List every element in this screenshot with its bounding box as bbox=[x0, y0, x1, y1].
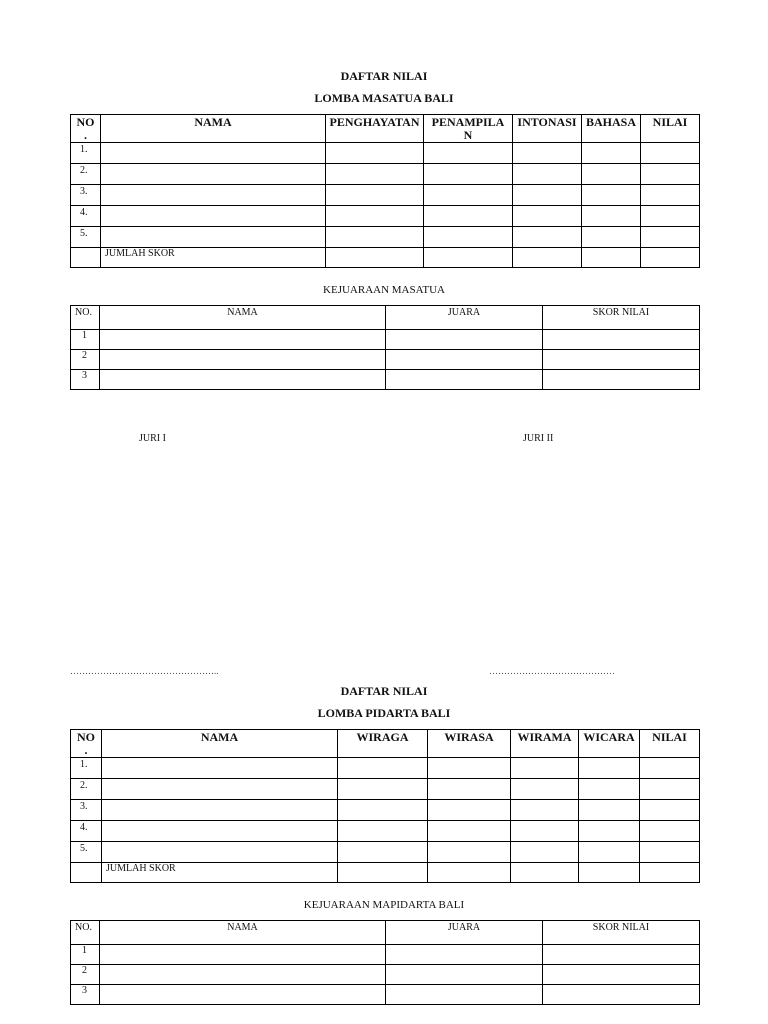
table-row bbox=[71, 164, 700, 185]
score-cell bbox=[338, 863, 428, 883]
score-cell bbox=[513, 227, 582, 248]
score-cell bbox=[428, 758, 511, 779]
table-row bbox=[71, 758, 700, 779]
score-cell bbox=[326, 227, 424, 248]
juri-1-signature-line: ………………………………………….. bbox=[70, 666, 219, 676]
col-header-skor-nilai: SKOR NILAI bbox=[543, 921, 700, 945]
name-cell bbox=[100, 965, 386, 985]
rank-cell bbox=[386, 985, 543, 1005]
total-cell bbox=[641, 164, 700, 185]
row-number: 4. bbox=[71, 206, 101, 227]
score-cell bbox=[326, 164, 424, 185]
table-row bbox=[71, 821, 700, 842]
score-cell bbox=[428, 821, 511, 842]
score-cell bbox=[511, 758, 579, 779]
pidarta-subtitle: LOMBA PIDARTA BALI bbox=[317, 706, 451, 720]
table-row bbox=[71, 143, 700, 164]
score-cell bbox=[543, 370, 700, 390]
table-row bbox=[71, 227, 700, 248]
name-cell bbox=[100, 370, 386, 390]
col-header-no: NO . bbox=[71, 115, 101, 143]
table-row bbox=[71, 779, 700, 800]
table-row bbox=[71, 800, 700, 821]
score-cell bbox=[338, 821, 428, 842]
name-cell bbox=[101, 227, 326, 248]
juri-1-label: JURI I bbox=[139, 433, 166, 444]
rank-cell bbox=[386, 330, 543, 350]
row-number: 1 bbox=[71, 330, 100, 350]
col-header-no: NO. bbox=[71, 921, 100, 945]
score-cell bbox=[513, 185, 582, 206]
total-cell bbox=[640, 821, 700, 842]
table-row bbox=[71, 985, 700, 1005]
score-cell bbox=[326, 143, 424, 164]
row-number: 2 bbox=[71, 965, 100, 985]
name-cell bbox=[100, 350, 386, 370]
score-cell bbox=[582, 164, 641, 185]
row-number: 1 bbox=[71, 945, 100, 965]
kejuaraan-mapidarta-table bbox=[70, 920, 700, 1005]
kejuaraan-masatua-table bbox=[70, 305, 700, 390]
empty-cell bbox=[71, 248, 101, 268]
score-cell bbox=[579, 800, 640, 821]
name-cell bbox=[100, 330, 386, 350]
col-header-nama: NAMA bbox=[102, 730, 338, 758]
score-cell bbox=[424, 227, 513, 248]
table-row bbox=[71, 350, 700, 370]
score-cell bbox=[424, 248, 513, 268]
score-cell bbox=[326, 248, 424, 268]
col-header-nama: NAMA bbox=[100, 306, 386, 330]
col-header-juara: JUARA bbox=[386, 921, 543, 945]
table-row bbox=[71, 185, 700, 206]
row-number: 2. bbox=[71, 164, 101, 185]
empty-cell bbox=[71, 863, 102, 883]
col-header-nilai: NILAI bbox=[640, 730, 700, 758]
score-cell bbox=[338, 779, 428, 800]
masatua-subtitle: LOMBA MASATUA BALI bbox=[314, 91, 454, 105]
row-number: 4. bbox=[71, 821, 102, 842]
col-header-nilai: NILAI bbox=[641, 115, 700, 143]
name-cell bbox=[100, 985, 386, 1005]
score-cell bbox=[579, 779, 640, 800]
juri-2-label: JURI II bbox=[523, 433, 554, 444]
total-cell bbox=[640, 758, 700, 779]
score-cell bbox=[424, 164, 513, 185]
total-label: JUMLAH SKOR bbox=[101, 248, 326, 268]
row-number: 5. bbox=[71, 227, 101, 248]
col-header-nama: NAMA bbox=[101, 115, 326, 143]
total-cell bbox=[641, 143, 700, 164]
score-cell bbox=[543, 330, 700, 350]
name-cell bbox=[102, 800, 338, 821]
table-row bbox=[71, 842, 700, 863]
name-cell bbox=[101, 206, 326, 227]
col-header-wiraga: WIRAGA bbox=[338, 730, 428, 758]
juri-2-signature-line: …………………………………… bbox=[489, 666, 615, 676]
row-number: 5. bbox=[71, 842, 102, 863]
score-cell bbox=[511, 863, 579, 883]
score-cell bbox=[424, 185, 513, 206]
masatua-title: DAFTAR NILAI bbox=[340, 69, 428, 83]
rank-cell bbox=[386, 350, 543, 370]
score-cell bbox=[582, 143, 641, 164]
name-cell bbox=[101, 143, 326, 164]
name-cell bbox=[100, 945, 386, 965]
score-cell bbox=[582, 206, 641, 227]
score-cell bbox=[338, 800, 428, 821]
total-row bbox=[71, 248, 700, 268]
score-cell bbox=[326, 206, 424, 227]
table-row bbox=[71, 965, 700, 985]
table-row bbox=[71, 945, 700, 965]
total-cell bbox=[640, 842, 700, 863]
rank-cell bbox=[386, 965, 543, 985]
score-cell bbox=[543, 985, 700, 1005]
score-cell bbox=[513, 206, 582, 227]
score-cell bbox=[428, 842, 511, 863]
col-header-bahasa: BAHASA bbox=[582, 115, 641, 143]
col-header-no: NO . bbox=[71, 730, 102, 758]
total-cell bbox=[640, 800, 700, 821]
col-header-penampilan: PENAMPILA N bbox=[424, 115, 513, 143]
score-cell bbox=[513, 143, 582, 164]
row-number: 1. bbox=[71, 758, 102, 779]
rank-cell bbox=[386, 370, 543, 390]
table-row bbox=[71, 330, 700, 350]
score-cell bbox=[511, 821, 579, 842]
score-cell bbox=[579, 863, 640, 883]
score-cell bbox=[511, 800, 579, 821]
name-cell bbox=[102, 758, 338, 779]
score-cell bbox=[513, 164, 582, 185]
kejuaraan-masatua-title: KEJUARAAN MASATUA bbox=[323, 284, 445, 296]
score-cell bbox=[511, 779, 579, 800]
name-cell bbox=[101, 164, 326, 185]
col-header-intonasi: INTONASI bbox=[513, 115, 582, 143]
name-cell bbox=[102, 842, 338, 863]
score-cell bbox=[543, 965, 700, 985]
score-cell bbox=[338, 842, 428, 863]
total-row bbox=[71, 863, 700, 883]
score-cell bbox=[511, 842, 579, 863]
rank-cell bbox=[386, 945, 543, 965]
score-cell bbox=[424, 143, 513, 164]
table-row bbox=[71, 370, 700, 390]
score-cell bbox=[579, 842, 640, 863]
col-header-wirama: WIRAMA bbox=[511, 730, 579, 758]
col-header-wirasa: WIRASA bbox=[428, 730, 511, 758]
score-cell bbox=[428, 863, 511, 883]
score-cell bbox=[579, 821, 640, 842]
total-cell bbox=[641, 227, 700, 248]
score-cell bbox=[428, 800, 511, 821]
total-cell bbox=[641, 248, 700, 268]
col-header-skor-nilai: SKOR NILAI bbox=[543, 306, 700, 330]
col-header-no: NO. bbox=[71, 306, 100, 330]
table-row bbox=[71, 206, 700, 227]
kejuaraan-mapidarta-title: KEJUARAAN MAPIDARTA BALI bbox=[303, 899, 465, 911]
row-number: 3. bbox=[71, 800, 102, 821]
score-cell bbox=[513, 248, 582, 268]
pidarta-title: DAFTAR NILAI bbox=[340, 684, 428, 698]
name-cell bbox=[101, 185, 326, 206]
score-cell bbox=[428, 779, 511, 800]
row-number: 2. bbox=[71, 779, 102, 800]
score-cell bbox=[424, 206, 513, 227]
row-number: 3. bbox=[71, 185, 101, 206]
score-cell bbox=[582, 185, 641, 206]
pidarta-score-table bbox=[70, 729, 700, 883]
score-cell bbox=[579, 758, 640, 779]
col-header-juara: JUARA bbox=[386, 306, 543, 330]
name-cell bbox=[102, 779, 338, 800]
score-cell bbox=[543, 350, 700, 370]
masatua-score-table bbox=[70, 114, 700, 268]
row-number: 1. bbox=[71, 143, 101, 164]
col-header-nama: NAMA bbox=[100, 921, 386, 945]
row-number: 3 bbox=[71, 370, 100, 390]
total-label: JUMLAH SKOR bbox=[102, 863, 338, 883]
score-cell bbox=[582, 248, 641, 268]
col-header-penghayatan: PENGHAYATAN bbox=[326, 115, 424, 143]
total-cell bbox=[640, 779, 700, 800]
score-cell bbox=[582, 227, 641, 248]
total-cell bbox=[641, 206, 700, 227]
row-number: 2 bbox=[71, 350, 100, 370]
total-cell bbox=[640, 863, 700, 883]
score-cell bbox=[543, 945, 700, 965]
score-cell bbox=[338, 758, 428, 779]
col-header-wicara: WICARA bbox=[579, 730, 640, 758]
name-cell bbox=[102, 821, 338, 842]
row-number: 3 bbox=[71, 985, 100, 1005]
total-cell bbox=[641, 185, 700, 206]
score-cell bbox=[326, 185, 424, 206]
